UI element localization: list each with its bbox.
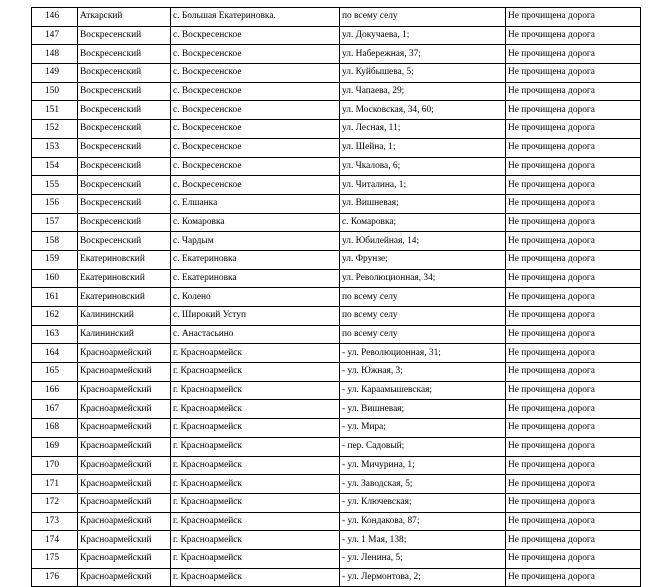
district-cell: Красноармейский: [78, 456, 171, 475]
table-row: [32, 400, 641, 419]
row-number-cell: [32, 307, 78, 326]
district-cell: Красноармейский: [78, 549, 171, 568]
settlement-cell: г. Красноармейск: [171, 475, 340, 494]
street-cell: - ул. Вишневая;: [340, 400, 506, 419]
problem-cell: Не прочищена дорога: [506, 213, 641, 232]
street-cell: ул. Московская, 34, 60;: [340, 101, 506, 120]
table-row: [32, 64, 641, 83]
settlement-cell: с. Чардым: [171, 232, 340, 251]
table-row: [32, 456, 641, 475]
row-number-cell: [32, 64, 78, 83]
row-number: 163: [44, 329, 59, 340]
settlement-cell: г. Красноармейск: [171, 531, 340, 550]
street-cell: ул. Вишневая;: [340, 194, 506, 213]
street-cell: - ул. Лермонтова, 2;: [340, 568, 506, 587]
district-cell: Воскресенский: [78, 26, 171, 45]
street-cell: ул. Читалина, 1;: [340, 176, 506, 195]
settlement-cell: г. Красноармейск: [171, 344, 340, 363]
row-number-cell: [32, 400, 78, 419]
district-cell: Екатериновский: [78, 288, 171, 307]
district-cell: Воскресенский: [78, 82, 171, 101]
street-cell: - ул. Ленина, 5;: [340, 549, 506, 568]
district-cell: Воскресенский: [78, 157, 171, 176]
table-row: [32, 381, 641, 400]
table-row: [32, 101, 641, 120]
settlement-cell: с. Большая Екатериновка.: [171, 8, 340, 27]
table-row: [32, 120, 641, 139]
row-number: 158: [44, 235, 59, 246]
settlement-cell: с. Воскресенское: [171, 138, 340, 157]
row-number: 168: [44, 422, 59, 433]
problem-cell: Не прочищена дорога: [506, 194, 641, 213]
district-cell: Воскресенский: [78, 213, 171, 232]
row-number-cell: [32, 138, 78, 157]
settlement-cell: с. Воскресенское: [171, 26, 340, 45]
street-cell: - ул. 1 Мая, 138;: [340, 531, 506, 550]
row-number: 149: [44, 67, 59, 78]
row-number: 159: [44, 254, 59, 265]
street-cell: - ул. Мира;: [340, 419, 506, 438]
row-number-cell: [32, 213, 78, 232]
row-number: 176: [44, 571, 59, 582]
row-number: 160: [44, 272, 59, 283]
street-cell: ул. Чкалова, 6;: [340, 157, 506, 176]
table-row: [32, 250, 641, 269]
settlement-cell: с. Комаровка: [171, 213, 340, 232]
problem-cell: Не прочищена дорога: [506, 157, 641, 176]
problem-cell: Не прочищена дорога: [506, 549, 641, 568]
problem-cell: Не прочищена дорога: [506, 269, 641, 288]
row-number: 156: [44, 198, 59, 209]
problem-cell: Не прочищена дорога: [506, 456, 641, 475]
row-number: 174: [44, 534, 59, 545]
problem-cell: Не прочищена дорога: [506, 475, 641, 494]
street-cell: ул. Лесная, 11;: [340, 120, 506, 139]
problem-cell: Не прочищена дорога: [506, 344, 641, 363]
table-row: [32, 419, 641, 438]
district-cell: Калининский: [78, 325, 171, 344]
problem-cell: Не прочищена дорога: [506, 64, 641, 83]
problem-cell: Не прочищена дорога: [506, 8, 641, 27]
row-number-cell: [32, 45, 78, 64]
table-row: [32, 325, 641, 344]
settlement-cell: с. Екатериновка: [171, 250, 340, 269]
table-row: [32, 549, 641, 568]
street-cell: ул. Чапаева, 29;: [340, 82, 506, 101]
problem-cell: Не прочищена дорога: [506, 250, 641, 269]
row-number-cell: [32, 437, 78, 456]
settlement-cell: г. Красноармейск: [171, 419, 340, 438]
table-row: [32, 493, 641, 512]
settlement-cell: г. Красноармейск: [171, 493, 340, 512]
settlement-cell: с. Колено: [171, 288, 340, 307]
row-number-cell: [32, 493, 78, 512]
table-row: [32, 344, 641, 363]
row-number-cell: [32, 512, 78, 531]
table-row: [32, 363, 641, 382]
row-number: 154: [44, 160, 59, 171]
settlement-cell: г. Красноармейск: [171, 381, 340, 400]
table-row: [32, 45, 641, 64]
row-number: 173: [44, 515, 59, 526]
row-number-cell: [32, 157, 78, 176]
district-cell: Воскресенский: [78, 176, 171, 195]
district-cell: Красноармейский: [78, 568, 171, 587]
row-number-cell: [32, 549, 78, 568]
row-number-cell: [32, 288, 78, 307]
table-row: [32, 213, 641, 232]
problem-cell: Не прочищена дорога: [506, 82, 641, 101]
street-cell: ул. Революционная, 34;: [340, 269, 506, 288]
row-number: 155: [44, 179, 59, 190]
row-number: 146: [44, 11, 59, 22]
problem-cell: Не прочищена дорога: [506, 419, 641, 438]
row-number-cell: [32, 232, 78, 251]
district-cell: Аткарский: [78, 8, 171, 27]
row-number-cell: [32, 26, 78, 45]
street-cell: - ул. Караамышевская;: [340, 381, 506, 400]
problem-cell: Не прочищена дорога: [506, 381, 641, 400]
problem-cell: Не прочищена дорога: [506, 400, 641, 419]
district-cell: Воскресенский: [78, 232, 171, 251]
problem-cell: Не прочищена дорога: [506, 176, 641, 195]
settlement-cell: с. Воскресенское: [171, 120, 340, 139]
district-cell: Красноармейский: [78, 363, 171, 382]
table-row: [32, 568, 641, 587]
row-number-cell: [32, 194, 78, 213]
problem-cell: Не прочищена дорога: [506, 493, 641, 512]
street-cell: ул. Куйбышева, 5;: [340, 64, 506, 83]
district-cell: Красноармейский: [78, 381, 171, 400]
row-number-cell: [32, 419, 78, 438]
row-number-cell: [32, 82, 78, 101]
row-number-cell: [32, 8, 78, 27]
row-number-cell: [32, 120, 78, 139]
problem-cell: Не прочищена дорога: [506, 232, 641, 251]
row-number: 170: [44, 459, 59, 470]
table-row: [32, 269, 641, 288]
district-cell: Воскресенский: [78, 64, 171, 83]
row-number: 152: [44, 123, 59, 134]
table-row: [32, 531, 641, 550]
row-number-cell: [32, 269, 78, 288]
district-cell: Воскресенский: [78, 194, 171, 213]
problem-cell: Не прочищена дорога: [506, 531, 641, 550]
table-row: [32, 157, 641, 176]
table-row: [32, 512, 641, 531]
settlement-cell: с. Елшанка: [171, 194, 340, 213]
table-row: [32, 26, 641, 45]
row-number-cell: [32, 568, 78, 587]
settlement-cell: г. Красноармейск: [171, 456, 340, 475]
problem-cell: Не прочищена дорога: [506, 120, 641, 139]
street-cell: - ул. Южная, 3;: [340, 363, 506, 382]
street-cell: - ул. Кондакова, 87;: [340, 512, 506, 531]
problem-cell: Не прочищена дорога: [506, 307, 641, 326]
problem-cell: Не прочищена дорога: [506, 288, 641, 307]
row-number: 166: [44, 385, 59, 396]
table-row: [32, 475, 641, 494]
table-row: [32, 8, 641, 27]
settlement-cell: с. Широкий Уступ: [171, 307, 340, 326]
street-cell: ул. Фрунзе;: [340, 250, 506, 269]
settlement-cell: с. Воскресенское: [171, 82, 340, 101]
row-number-cell: [32, 475, 78, 494]
table-row: [32, 307, 641, 326]
row-number-cell: [32, 344, 78, 363]
row-number-cell: [32, 456, 78, 475]
district-cell: Воскресенский: [78, 120, 171, 139]
street-cell: ул. Шейна, 1;: [340, 138, 506, 157]
settlement-cell: г. Красноармейск: [171, 568, 340, 587]
row-number: 150: [44, 86, 59, 97]
settlement-cell: с. Воскресенское: [171, 176, 340, 195]
district-cell: Красноармейский: [78, 493, 171, 512]
table-row: [32, 194, 641, 213]
settlement-cell: г. Красноармейск: [171, 549, 340, 568]
problem-cell: Не прочищена дорога: [506, 363, 641, 382]
row-number: 172: [44, 497, 59, 508]
district-cell: Екатериновский: [78, 269, 171, 288]
row-number: 167: [44, 403, 59, 414]
table-row: [32, 437, 641, 456]
district-cell: Красноармейский: [78, 531, 171, 550]
street-cell: ул. Докучаева, 1;: [340, 26, 506, 45]
settlement-cell: с. Воскресенское: [171, 45, 340, 64]
district-cell: Красноармейский: [78, 512, 171, 531]
problem-cell: Не прочищена дорога: [506, 437, 641, 456]
street-cell: - ул. Мичурина, 1;: [340, 456, 506, 475]
street-cell: ул. Юбилейная, 14;: [340, 232, 506, 251]
row-number: 157: [44, 216, 59, 227]
settlement-cell: г. Красноармейск: [171, 363, 340, 382]
street-cell: по всему селу: [340, 8, 506, 27]
row-number-cell: [32, 101, 78, 120]
street-cell: по всему селу: [340, 288, 506, 307]
row-number-cell: [32, 381, 78, 400]
settlement-cell: с. Воскресенское: [171, 101, 340, 120]
problem-cell: Не прочищена дорога: [506, 45, 641, 64]
district-cell: Воскресенский: [78, 45, 171, 64]
street-cell: - ул. Заводская, 5;: [340, 475, 506, 494]
district-cell: Екатериновский: [78, 250, 171, 269]
row-number: 169: [44, 441, 59, 452]
table-row: [32, 232, 641, 251]
row-number: 151: [44, 104, 59, 115]
row-number: 175: [44, 553, 59, 564]
street-cell: ул. Набережная, 37;: [340, 45, 506, 64]
problem-cell: Не прочищена дорога: [506, 101, 641, 120]
settlement-cell: с. Анастасьино: [171, 325, 340, 344]
row-number-cell: [32, 531, 78, 550]
row-number: 164: [44, 347, 59, 358]
table-row: [32, 288, 641, 307]
district-cell: Калининский: [78, 307, 171, 326]
settlement-cell: г. Красноармейск: [171, 400, 340, 419]
row-number-cell: [32, 176, 78, 195]
district-cell: Красноармейский: [78, 475, 171, 494]
street-cell: - пер. Садовый;: [340, 437, 506, 456]
settlement-cell: с. Воскресенское: [171, 157, 340, 176]
street-cell: с. Комаровка;: [340, 213, 506, 232]
problem-cell: Не прочищена дорога: [506, 325, 641, 344]
settlement-cell: с. Екатериновка: [171, 269, 340, 288]
table-row: [32, 176, 641, 195]
street-cell: - ул. Ключевская;: [340, 493, 506, 512]
row-number: 148: [44, 48, 59, 59]
row-number: 147: [44, 30, 59, 41]
row-number: 162: [44, 310, 59, 321]
problem-cell: Не прочищена дорога: [506, 26, 641, 45]
district-cell: Красноармейский: [78, 419, 171, 438]
row-number: 165: [44, 366, 59, 377]
district-cell: Красноармейский: [78, 437, 171, 456]
row-number-cell: [32, 250, 78, 269]
district-cell: Воскресенский: [78, 101, 171, 120]
row-number: 161: [44, 291, 59, 302]
district-cell: Красноармейский: [78, 344, 171, 363]
district-cell: Красноармейский: [78, 400, 171, 419]
problem-cell: Не прочищена дорога: [506, 512, 641, 531]
problem-cell: Не прочищена дорога: [506, 138, 641, 157]
row-number-cell: [32, 363, 78, 382]
table-row: [32, 138, 641, 157]
street-cell: по всему селу: [340, 307, 506, 326]
settlement-cell: г. Красноармейск: [171, 512, 340, 531]
settlement-cell: с. Воскресенское: [171, 64, 340, 83]
row-number-cell: [32, 325, 78, 344]
road-complaints-table: [31, 7, 641, 587]
district-cell: Воскресенский: [78, 138, 171, 157]
row-number: 153: [44, 142, 59, 153]
settlement-cell: г. Красноармейск: [171, 437, 340, 456]
street-cell: по всему селу: [340, 325, 506, 344]
problem-cell: Не прочищена дорога: [506, 568, 641, 587]
street-cell: - ул. Революционная, 31;: [340, 344, 506, 363]
table-row: [32, 82, 641, 101]
table-body: [32, 8, 641, 587]
row-number: 171: [44, 478, 59, 489]
